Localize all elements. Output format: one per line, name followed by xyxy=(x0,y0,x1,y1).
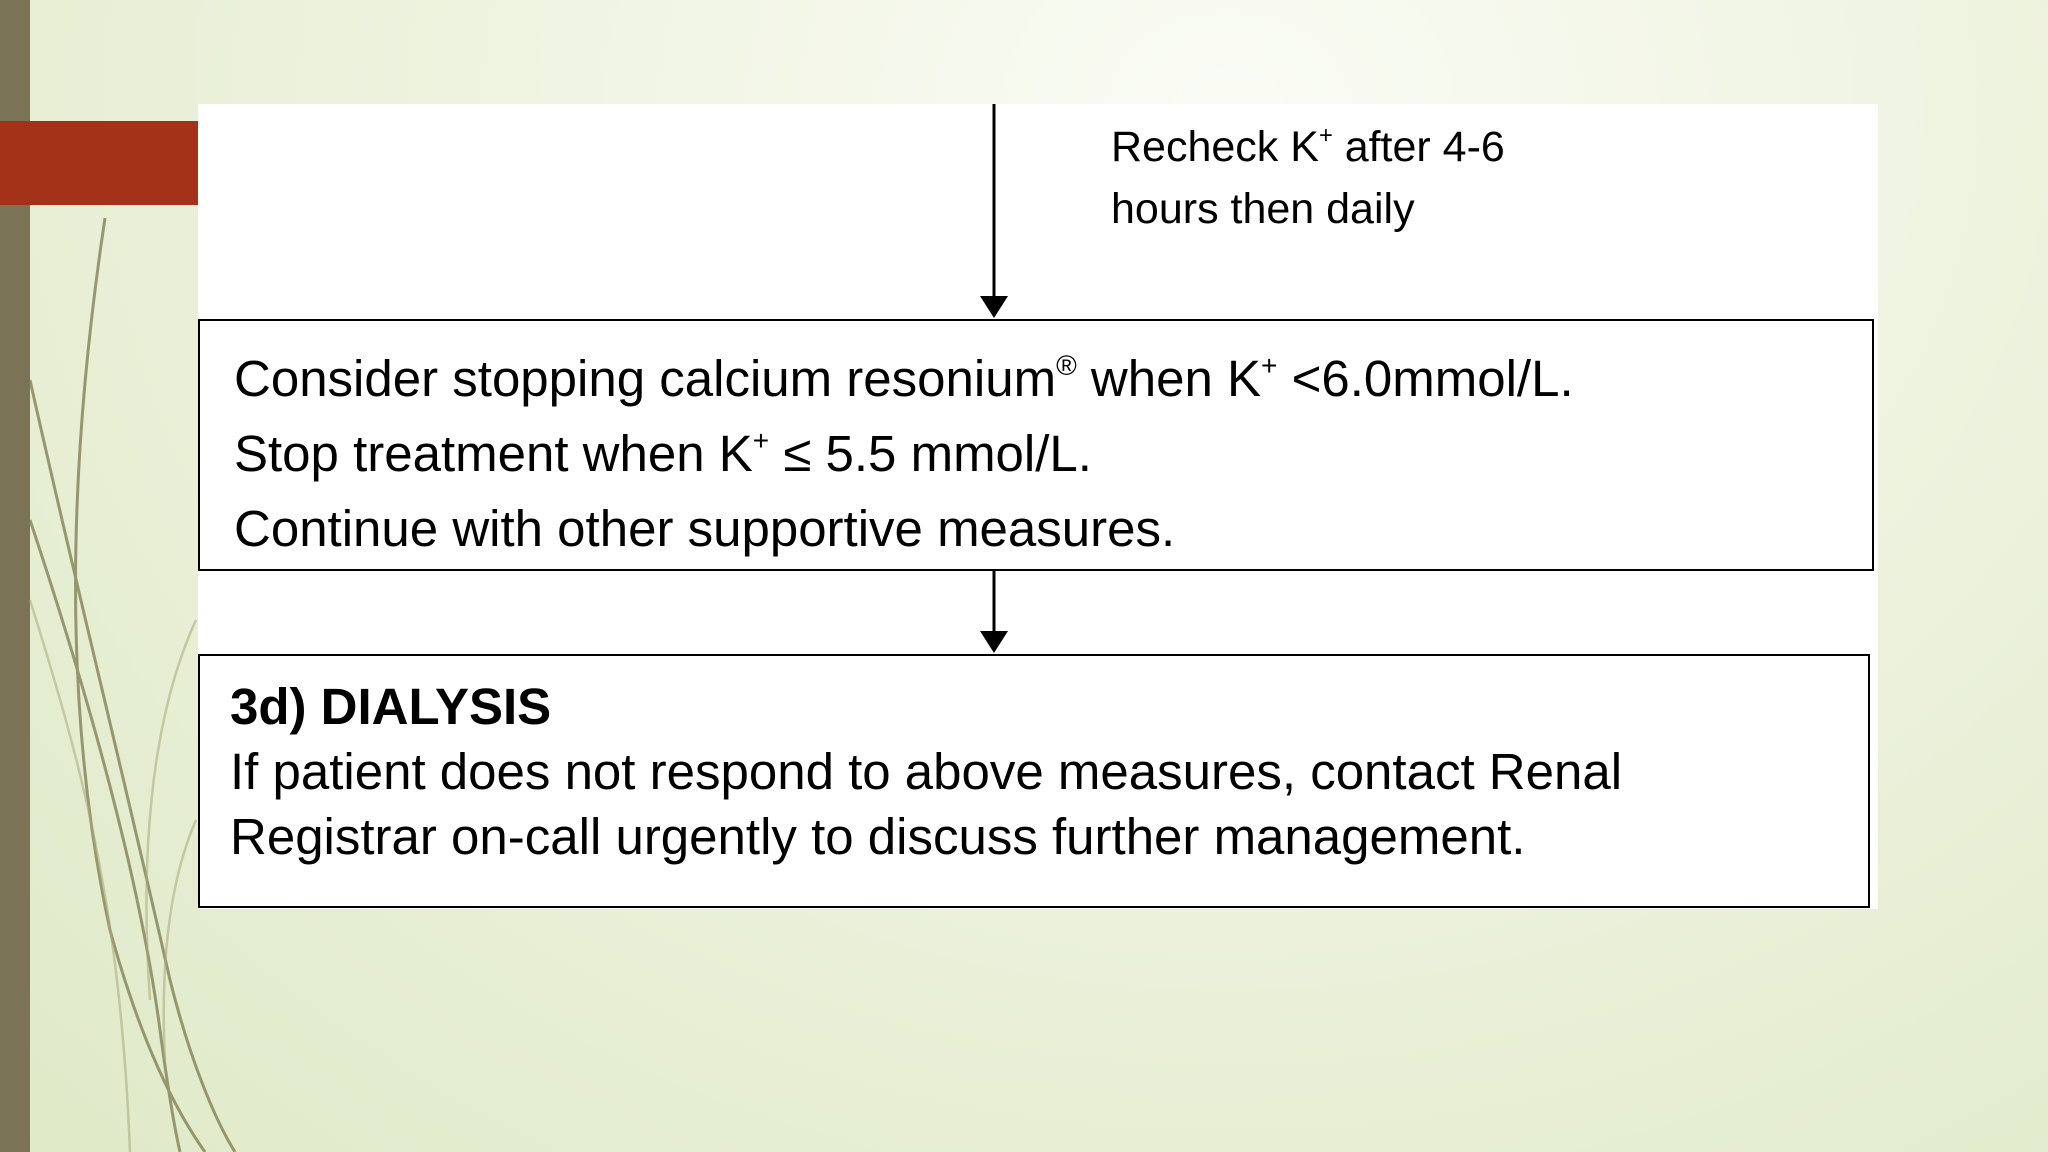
recheck-note xyxy=(1111,120,1505,237)
note-text: Recheck K xyxy=(1111,123,1319,171)
dialysis-heading: 3d) DIALYSIS xyxy=(230,678,552,735)
dialysis-line-2: Registrar on-call urgently to discuss further management. xyxy=(230,808,1526,865)
recheck-note-line-1 xyxy=(1111,120,1505,182)
box1-text: Stop treatment when K xyxy=(234,425,753,482)
box1-text: when K xyxy=(1076,350,1262,407)
note-text: after 4-6 xyxy=(1332,123,1505,171)
superscript-plus: + xyxy=(752,424,770,456)
dialysis-box xyxy=(198,654,1870,908)
dialysis-line-1: If patient does not respond to above measures, contact Renal xyxy=(230,743,1623,800)
box1-text: <6.0mmol/L. xyxy=(1277,350,1574,407)
box1-line-1 xyxy=(234,345,1872,420)
flowchart-panel xyxy=(198,104,1878,909)
box1-line-3: Continue with other supportive measures. xyxy=(234,500,1176,557)
box1-line-2 xyxy=(234,420,1872,495)
registered-mark: ® xyxy=(1056,349,1077,381)
arrowhead-top xyxy=(980,296,1008,318)
box1-text: ≤ 5.5 mmol/L. xyxy=(769,425,1092,482)
superscript-plus: + xyxy=(1261,349,1278,381)
box1-text: Consider stopping calcium resonium xyxy=(234,350,1057,407)
stop-resonium-box xyxy=(198,319,1874,571)
recheck-note-line-2: hours then daily xyxy=(1111,185,1415,233)
arrowhead-middle xyxy=(980,631,1008,653)
superscript-plus: + xyxy=(1318,123,1333,150)
